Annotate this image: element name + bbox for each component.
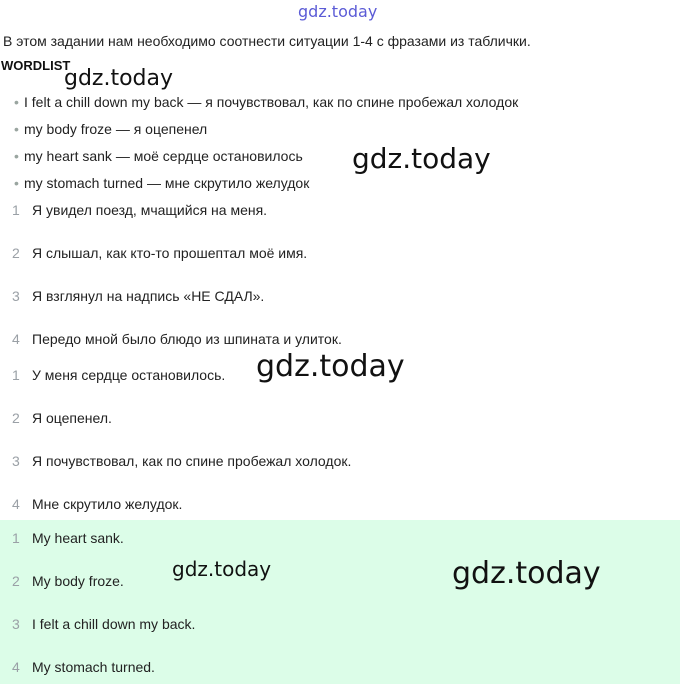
row-text: Передо мной было блюдо из шпината и улиток. [32, 331, 342, 347]
intro-text: В этом задании нам необходимо соотнести ситуации 1-4 с фразами из таблички. [3, 33, 531, 49]
wordlist-item-text: my stomach turned — мне скрутило желудок [24, 175, 310, 191]
watermark: gdz.today [452, 556, 601, 591]
row-number: 3 [12, 616, 20, 632]
bullet: • [14, 148, 19, 164]
watermark: gdz.today [256, 349, 405, 384]
row-text: Я оцепенел. [32, 410, 112, 426]
watermark: gdz.today [298, 2, 378, 21]
row-number: 3 [12, 453, 20, 469]
row-text: У меня сердце остановилось. [32, 367, 226, 383]
bullet: • [14, 175, 19, 191]
wordlist-item [14, 175, 309, 191]
row-number: 3 [12, 288, 20, 304]
wordlist-item-text: my heart sank — моё сердце остановилось [24, 148, 303, 164]
row-number: 2 [12, 245, 20, 261]
row-text: My body froze. [32, 573, 124, 589]
watermark: gdz.today [352, 142, 491, 175]
row-text: Я почувствовал, как по спине пробежал холодок. [32, 453, 352, 469]
wordlist-item-text: I felt a chill down my back — я почувствовал, как по спине пробежал холодок [24, 94, 519, 110]
bullet: • [14, 121, 19, 137]
row-text: Я взглянул на надпись «НЕ СДАЛ». [32, 288, 265, 304]
row-number: 4 [12, 659, 20, 675]
watermark: gdz.today [64, 66, 174, 91]
wordlist-item-text: my body froze — я оцепенел [24, 121, 208, 137]
row-text: Я увидел поезд, мчащийся на меня. [32, 202, 268, 218]
row-number: 1 [12, 367, 20, 383]
row-text: I felt a chill down my back. [32, 616, 196, 632]
row-text: Я слышал, как кто-то прошептал моё имя. [32, 245, 308, 261]
row-number: 2 [12, 573, 20, 589]
wordlist-heading: WORDLIST [1, 58, 71, 73]
wordlist-item [14, 121, 207, 137]
wordlist-item [14, 94, 518, 110]
row-number: 2 [12, 410, 20, 426]
watermark: gdz.today [172, 557, 272, 581]
row-number: 1 [12, 530, 20, 546]
row-number: 4 [12, 496, 20, 512]
wordlist-item [14, 148, 303, 164]
row-text: My stomach turned. [32, 659, 155, 675]
bullet: • [14, 94, 19, 110]
row-number: 4 [12, 331, 20, 347]
row-number: 1 [12, 202, 20, 218]
row-text: Мне скрутило желудок. [32, 496, 183, 512]
row-text: My heart sank. [32, 530, 124, 546]
